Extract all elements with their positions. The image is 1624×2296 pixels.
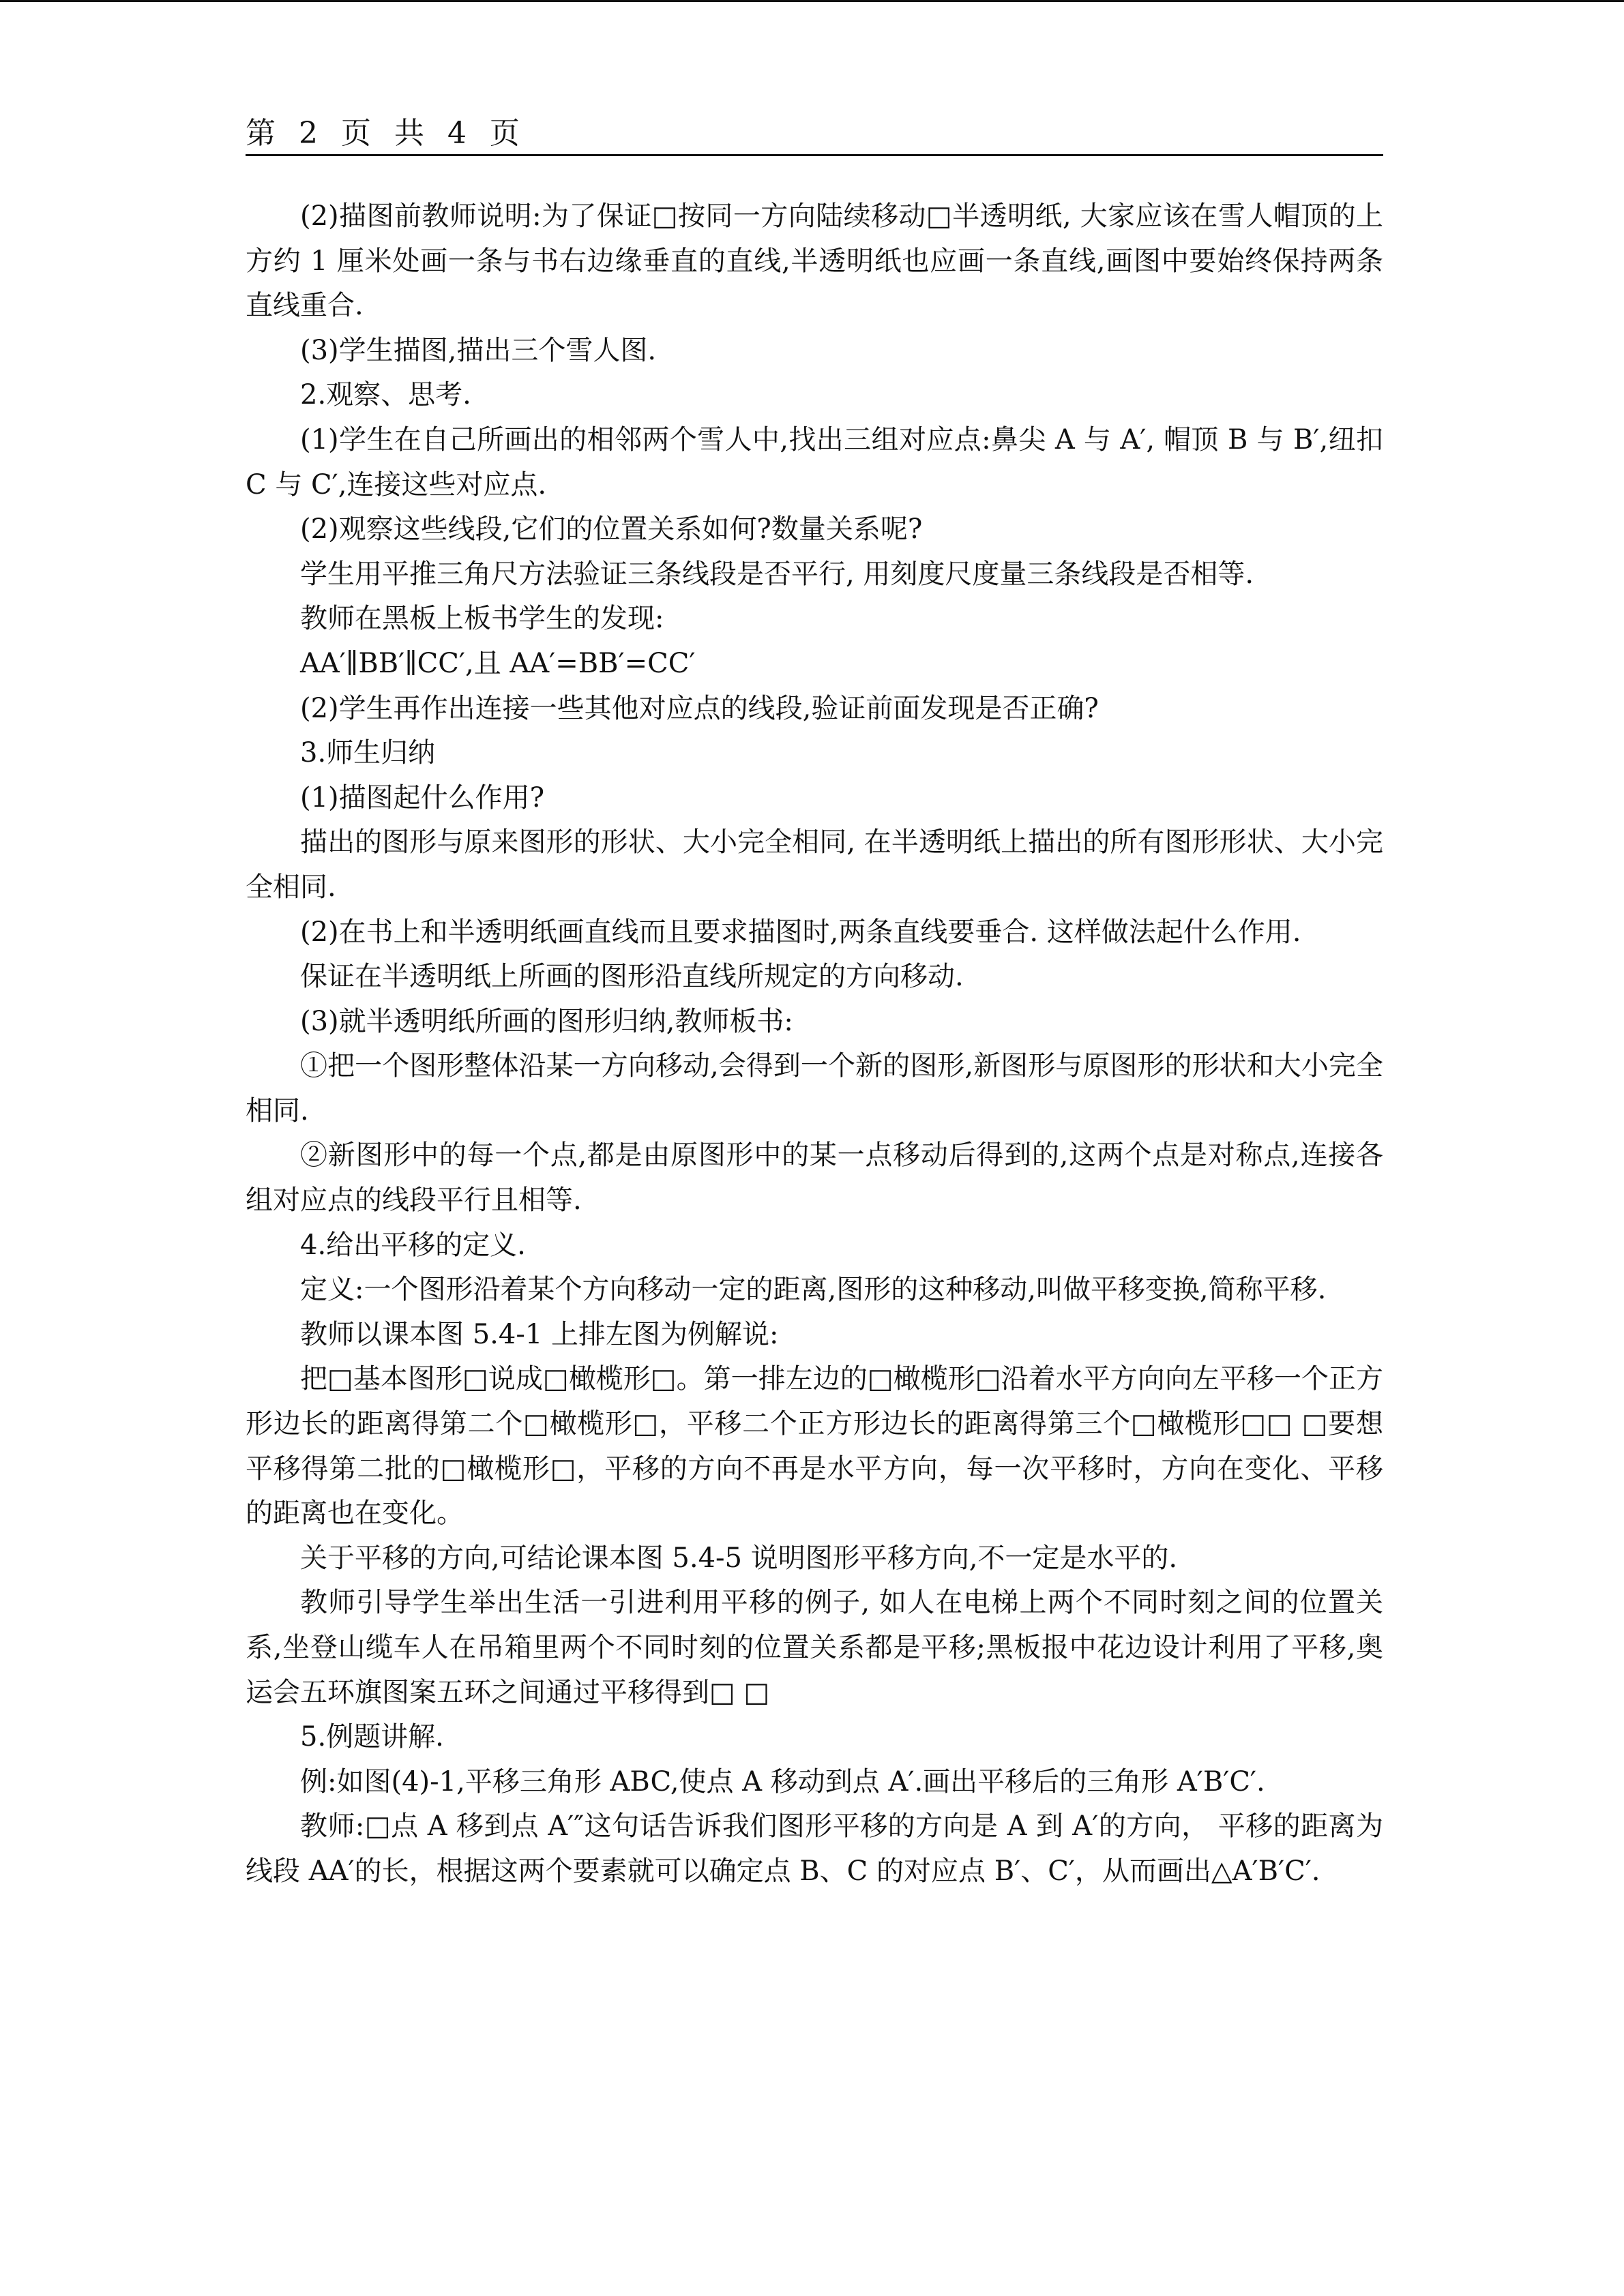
page-indicator: 第 2 页 共 4 页 (246, 116, 527, 151)
paragraph: 描出的图形与原来图形的形状、大小完全相同, 在半透明纸上描出的所有图形形状、大小完全相同. (246, 826, 1383, 903)
paragraph: 保证在半透明纸上所画的图形沿直线所规定的方向移动. (300, 961, 964, 993)
paragraph: 教师在黑板上板书学生的发现: (300, 603, 664, 635)
paragraph: (1)学生在自己所画出的相邻两个雪人中,找出三组对应点:鼻尖 A 与 A′, 帽顶 B 与 B′,纽扣 C 与 C′,连接这些对应点. (246, 423, 1383, 501)
paragraph: (2)在书上和半透明纸画直线而且要求描图时,两条直线要垂合. 这样做法起什么作用. (300, 916, 1301, 948)
paragraph: ①把一个图形整体沿某一方向移动,会得到一个新的图形,新图形与原图形的形状和大小完全相同. (246, 1050, 1383, 1127)
paragraph: 教师:□点 A 移到点 A′″这句话告诉我们图形平移的方向是 A 到 A′的方向， 平移的距离为线段 AA′的长，根据这两个要素就可以确定点 B、C 的对应点 B′、C′，从而画出△A′B′C′. (246, 1810, 1383, 1887)
paragraph: (3)学生描图,描出三个雪人图. (300, 334, 657, 366)
paragraph: 例:如图(4)-1,平移三角形 ABC,使点 A 移动到点 A′.画出平移后的三角形 A′B′C′. (300, 1765, 1265, 1798)
paragraph: ②新图形中的每一个点,都是由原图形中的某一点移动后得到的,这两个点是对称点,连接各组对应点的线段平行且相等. (246, 1139, 1383, 1217)
paragraph: 关于平移的方向,可结论课本图 5.4-5 说明图形平移方向,不一定是水平的. (300, 1542, 1178, 1574)
document-body (246, 194, 1383, 1894)
paragraph: 把□基本图形□说成□橄榄形□。第一排左边的□橄榄形□沿着水平方向向左平移一个正方形边长的距离得第二个□橄榄形□，平移二个正方形边长的距离得第三个□橄榄形□□ □要想平移得第二批的□橄榄形□，平移的方向不再是水平方向，每一次平移时，方向在变化、平移的距离也在变化。 (246, 1363, 1383, 1530)
paragraph: 学生用平推三角尺方法验证三条线段是否平行, 用刻度尺度量三条线段是否相等. (300, 558, 1254, 590)
paragraph: 5.例题讲解. (300, 1721, 444, 1753)
paragraph: 2.观察、思考. (300, 379, 471, 411)
paragraph: (2)学生再作出连接一些其他对应点的线段,验证前面发现是否正确? (300, 692, 1099, 724)
paragraph: AA′∥BB′∥CC′,且 AA′=BB′=CC′ (300, 647, 696, 679)
top-border-line (0, 0, 1624, 2)
paragraph: 教师以课本图 5.4-1 上排左图为例解说: (300, 1318, 779, 1350)
paragraph: 3.师生归纳 (300, 737, 436, 769)
paragraph: (1)描图起什么作用? (300, 781, 545, 814)
paragraph: 4.给出平移的定义. (300, 1229, 526, 1261)
paragraph: 定义:一个图形沿着某个方向移动一定的距离,图形的这种移动,叫做平移变换,简称平移. (300, 1274, 1327, 1306)
paragraph: 教师引导学生举出生活一引进利用平移的例子, 如人在电梯上两个不同时刻之间的位置关系,坐登山缆车人在吊箱里两个不同时刻的位置关系都是平移;黑板报中花边设计利用了平移,奥运会五环旗图案五环之间通过平移得到□ □ (246, 1587, 1383, 1708)
header-rule (246, 154, 1383, 156)
paragraph: (2)描图前教师说明:为了保证□按同一方向陆续移动□半透明纸, 大家应该在雪人帽顶的上方约 1 厘米处画一条与书右边缘垂直的直线,半透明纸也应画一条直线,画图中要始终保持两条直线重合. (246, 200, 1383, 322)
paragraph: (2)观察这些线段,它们的位置关系如何?数量关系呢? (300, 513, 923, 546)
paragraph: (3)就半透明纸所画的图形归纳,教师板书: (300, 1005, 793, 1037)
